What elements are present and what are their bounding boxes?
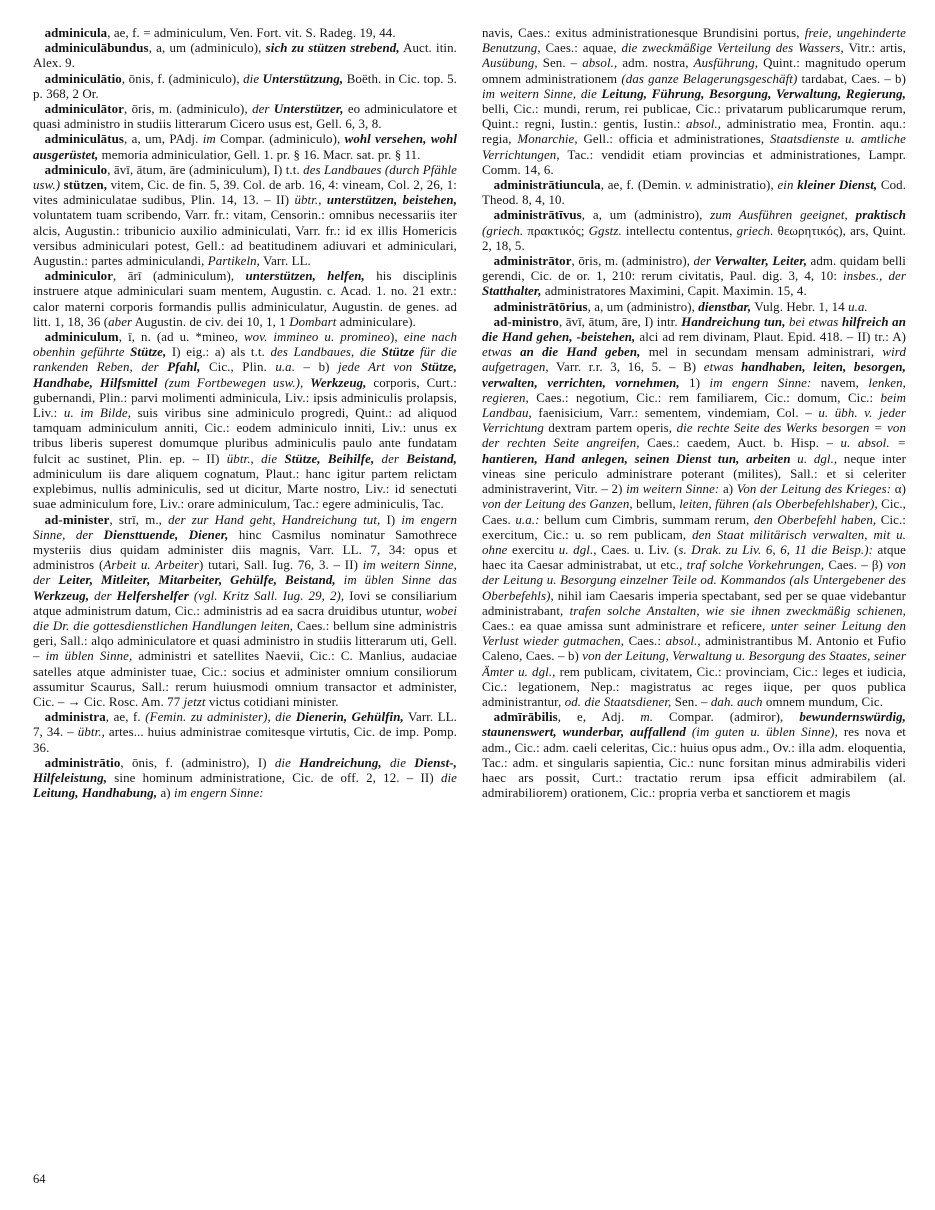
text-run: sine hominum administratione, Cic. de off. 2, 12. – II) <box>107 770 441 785</box>
text-run: eine nach obenhin geführte <box>33 330 457 360</box>
text-run: , ōris, m. (administro), <box>571 254 694 269</box>
text-run: administrātīvus <box>493 208 582 223</box>
text-run: administratio), <box>693 178 778 193</box>
text-run: Monarchie, <box>517 132 578 147</box>
text-run: im üblen Sinne das <box>335 573 457 588</box>
text-run: im üblen Sinne, <box>45 649 133 664</box>
dictionary-entry <box>482 300 906 315</box>
dictionary-entry <box>482 315 906 710</box>
dictionary-entry <box>33 72 457 102</box>
text-run: victus cotidiani minister. <box>205 694 339 709</box>
text-run: , ae, f. <box>105 710 146 725</box>
text-run: Ausübung, <box>482 56 538 71</box>
text-run: Sen. – <box>671 694 711 709</box>
text-run: absol., <box>582 56 618 71</box>
text-run: bellum cum Cimbris, summam rerum, <box>539 512 754 527</box>
text-run: von der Leitung u. Besorgung einzelner Teile od. Kommandos (als Untergebener des Oberbefehls), <box>482 558 906 603</box>
text-run: hantieren, Hand anlegen, seinen Dienst tun, arbeiten <box>482 451 791 466</box>
text-run: nihil iam Caesaris imperia spectabant, sed per se quae videbantur administrabant, <box>482 588 906 618</box>
text-run: od. die Staatsdiener, <box>564 694 672 709</box>
text-run: (vgl. Kritz Sall. Iug. 29, 2), <box>188 588 345 603</box>
text-run: beim Landbau, <box>482 390 906 421</box>
text-run: , ārī (adminiculum), <box>113 269 246 284</box>
text-run: bellum, <box>632 497 680 512</box>
text-run: Werkzeug, <box>33 588 90 603</box>
text-run: adminiculare). <box>336 314 416 329</box>
text-run: α) <box>891 482 906 497</box>
text-run: Caes.: caedem, Auct. b. Hisp. – <box>639 436 841 451</box>
text-run: Cic., Caes. <box>482 497 906 527</box>
text-run: , ōnis, f. (administro), I) <box>120 755 275 770</box>
text-run: den Staat militärisch verwalten, mit u. ohne <box>482 527 906 557</box>
text-run: I) eig.: a) als t.t. <box>166 345 271 360</box>
text-run: Caes.: <box>624 634 666 649</box>
text-run: dextram partem operis, <box>543 421 677 436</box>
dictionary-entry <box>33 163 457 269</box>
text-run: administrātio <box>44 755 121 770</box>
text-run: leiten, führen (als Oberbefehlshaber), <box>679 497 878 512</box>
text-run: griech. <box>736 223 774 238</box>
text-run: sich zu stützen strebend, <box>265 41 400 56</box>
text-run: Staatsdienste u. amtliche Verrichtungen, <box>482 132 906 162</box>
text-run: Caes.: ea quae amissa sunt administrare et reficere, <box>482 618 771 633</box>
text-run: a) <box>719 482 737 497</box>
text-run: unterstützen, beistehen, <box>326 193 457 208</box>
dictionary-entry <box>33 710 457 756</box>
text-run: Cic.: exercitum, Cic.: u. so rem publicam, <box>482 512 906 542</box>
text-run: Arbeit u. Arbeiter <box>103 558 199 573</box>
dictionary-entry <box>33 132 457 162</box>
text-run: Dombart <box>289 314 337 329</box>
text-run: im engern Sinne, der <box>33 512 457 542</box>
text-run: u. dgl., <box>558 542 597 557</box>
text-run: administrātiuncula <box>493 178 601 193</box>
text-run: Caes. – β) <box>824 558 888 573</box>
text-run: rem publicam, civitatem, Cic.: provinciam, Cic.: leges et iudicia, Cic.: legationem, Nep.: magistratus ac reges iique, per quos publica administrantur, <box>482 664 906 709</box>
text-run: , ōnis, f. (adminiculo), <box>121 71 244 86</box>
text-run: die rechte Seite des Werks besorgen = von der rechten Seite angreifen, <box>482 421 906 451</box>
text-run: Dienerin, Gehülfin, <box>295 710 404 725</box>
text-run: u. im Bilde, <box>63 406 132 421</box>
text-run: Ggstz. <box>588 223 622 238</box>
text-run: Caes.: negotium, Cic.: rem familiarem, Cic.: domum, Cic.: <box>528 390 881 405</box>
text-run: , a, um (adminiculo), <box>148 41 266 56</box>
text-run: , ae, f. (Demin. <box>600 178 685 193</box>
text-run: administrātor <box>493 254 572 269</box>
text-run: res nova et adm., Cic.: adm. caeli celeritas, Cic.: huius opus adm., Ov.: illa adm. eloquentia, Tac.: adm. et singularis sapientia, Cic.: nunc forsitan minus admirabilis videri haec ars possit, Curt.: tractatio rerum ipsa efficit admirabilem (al. admirabiliorem) orationem, Cic.: propria verba et sanctiorem et magis <box>482 725 906 801</box>
text-run: Handreichung, <box>299 755 382 770</box>
text-run: Leitung, Führung, Besorgung, Verwaltung, Regierung, <box>601 86 906 101</box>
text-run: faenisicium, Varr.: sementem, vindemiam, Col. – <box>531 406 819 421</box>
text-run: Helfershelfer <box>116 588 189 603</box>
text-run: , ae, f. = adminiculum, Ven. Fort. vit. S. Radeg. 19, 44. <box>107 26 396 40</box>
text-run: Statthalter, <box>482 284 542 299</box>
text-run: 1) <box>679 375 710 390</box>
text-run: (zum Fortbewegen usw.), <box>157 375 311 390</box>
page-number: 64 <box>33 1172 46 1186</box>
text-run: jetzt <box>183 694 206 709</box>
text-run: Leiter, Mitleiter, Mitarbeiter, Gehülfe, Beistand, <box>58 573 336 588</box>
text-run: hinc Casmilus nominatur Samothrece mysteriis dius quidam administer diis magnis, Varr. LL. 7, 34: opus et administros ( <box>33 527 457 573</box>
text-run: , ōris, m. (adminiculo), <box>123 102 253 117</box>
text-run: Werkzeug, <box>310 375 367 390</box>
text-run: kleiner Dienst, <box>797 178 878 193</box>
text-run: adm. nostra, <box>617 56 694 71</box>
text-run: πρακτικός; <box>523 223 589 238</box>
text-run: , a, um (administro), <box>587 299 699 314</box>
text-run: exercitu <box>507 542 559 557</box>
text-run: Tac.: vendidit etiam provincias et administrationes, Lampr. Comm. 14, 6. <box>482 147 906 177</box>
text-run: unterstützen, helfen, <box>245 269 365 284</box>
dictionary-entry <box>33 41 457 71</box>
text-run: der <box>693 254 715 269</box>
text-run: omnem mundum, Cic. <box>762 694 884 709</box>
text-run: Dienst-, Hilfeleistung, <box>33 755 457 785</box>
text-run: , āvī, ātum, āre (adminiculum), I) t.t. <box>107 162 304 177</box>
text-run: adminiculātio <box>44 71 122 86</box>
text-run: im weitern Sinne: <box>626 482 720 497</box>
text-run: v. <box>684 178 694 193</box>
text-run: den Oberbefehl haben, <box>753 512 877 527</box>
text-run: praktisch <box>855 208 906 223</box>
text-run: ) tutari, Sall. Iug. 76, 3. – II) <box>198 558 363 573</box>
text-run: im engern Sinne: <box>709 375 812 390</box>
text-run: I) <box>380 512 402 527</box>
text-run: dienstbar, <box>698 299 752 314</box>
text-run: die <box>381 755 415 770</box>
text-run: Pfahl, <box>167 360 201 375</box>
text-run: Verwalter, Leiter, <box>714 254 808 269</box>
text-run: adminiculābundus <box>44 41 149 56</box>
text-run: Beistand, <box>406 451 457 466</box>
text-run: administrantibus M. Antonio et Fufio Caleno, Caes. – b) <box>482 634 906 664</box>
dictionary-entry <box>482 710 906 801</box>
text-run: – b) <box>295 360 339 375</box>
text-run: adminiculor <box>44 269 114 284</box>
text-run: belli, Cic.: mundi, rerum, rei publicae, Cic.: privatarum publicarumque rerum, Quint.: regni, Iustin.: gentis, Iustin.: <box>482 102 906 132</box>
text-run: memoria adminiculatior, Gell. 1. pr. § 16. Macr. sat. pr. § 11. <box>98 147 421 162</box>
text-run: Gell.: officia et administrationes, <box>577 132 771 147</box>
text-run: Varr. r.r. 3, 16, 5. – B) <box>548 360 704 375</box>
text-run: Leitung, Handhabung, <box>33 786 158 801</box>
text-run: Cod. Theod. 8, 4, 10. <box>482 178 906 208</box>
text-run: der <box>252 102 274 117</box>
text-run: Partikeln, <box>207 254 260 269</box>
text-run: voluntatem tuam scribendo, Varr. fr.: vitam, Censorin.: omnibus necessariis iter alcis, Augustin.: tribunicio auxilio adminiculati, Varr. fr.: id ex illis Homericis versibus adminiculari potest, Gell.: ad beatitudinem adiuvari et adminiculari, Augustin.: partes adminiculandi, <box>33 208 457 269</box>
text-run: , e, Adj. <box>557 710 641 725</box>
text-run: u. absol. = <box>840 436 906 451</box>
text-run: unter seiner Leitung den Verlust wieder gutmachen, <box>482 618 906 649</box>
text-run: adminiculum <box>44 330 119 345</box>
text-run: Von der Leitung des Krieges: <box>736 482 892 497</box>
text-run: die <box>243 71 263 86</box>
text-run: im weitern Sinne, die <box>482 86 602 101</box>
text-run: Caes. u. Liv. ( <box>596 542 679 557</box>
text-run: administri et satellites Naevii, Cic.: C. Manlius, audaciae satelles atque administer tuae, Cic.: socius et administer omnium consiliorum assumitur Scaurus, Sall.: rerum huiusmodi omnium transactor et administer, Cic. – → Cic. Rosc. Am. 77 <box>33 649 457 709</box>
text-run: vitem, Cic. de fin. 5, 39. Col. de arb. 16, 4: vineam, Col. 2, 26, 1: vites adminiculatae sudibus, Plin. 14, 13. – II) <box>33 178 457 208</box>
text-run: (griech. <box>482 223 524 238</box>
text-run: wov. immineo u. promineo <box>243 330 391 345</box>
text-run: administrātōrius <box>493 299 588 314</box>
text-run: Boëth. in Cic. top. 5. p. 368, 2 Or. <box>33 71 457 101</box>
text-run: des Landbaues (durch Pfähle usw.) <box>33 162 457 193</box>
text-run: der zur Hand geht, Handreichung tut, <box>168 512 381 527</box>
text-run: Caes.: bellum sine administris geri, Sall.: alqo adminiculatore et quasi administro in studiis litterarum uti, Gell. – <box>33 618 457 664</box>
text-run: Varr. LL. <box>260 254 311 269</box>
text-run: wird aufgetragen, <box>482 345 906 375</box>
text-run: , āvī, ātum, āre, I) intr. <box>558 314 682 329</box>
text-run: im <box>202 132 216 147</box>
text-run: a) <box>157 786 175 801</box>
text-run: Vitr.: artis, <box>843 41 906 56</box>
text-columns <box>33 26 906 1166</box>
text-run: übtr., die <box>226 451 285 466</box>
entry-continuation <box>482 26 906 178</box>
text-run: bei etwas <box>785 314 842 329</box>
text-run: (im guten u. üblen Sinne), <box>685 725 838 740</box>
text-run: alci ad rem divinam, Plaut. Epid. 418. – II) tr.: A) <box>635 330 906 345</box>
text-run: Stütze, Beihilfe, <box>284 451 375 466</box>
text-run: stützen, <box>63 178 108 193</box>
text-run: adminiculātus <box>44 132 124 147</box>
text-run: dah. auch <box>710 694 763 709</box>
text-run: u.a. <box>275 360 296 375</box>
text-run: , ī, n. (ad u. *mineo, <box>118 330 244 345</box>
text-run: adminicula <box>44 26 108 40</box>
text-run: die <box>440 770 457 785</box>
text-run: übtr., <box>294 193 327 208</box>
dictionary-entry <box>33 269 457 330</box>
text-run: u. übh. v. jeder Verrichtung <box>482 406 906 436</box>
text-run: , strī, m., <box>109 512 169 527</box>
text-run: u.a. <box>848 299 868 314</box>
dictionary-entry <box>33 756 457 802</box>
text-run: wohl versehen, wohl ausgerüstet, <box>33 132 457 162</box>
text-run: Unterstützung, <box>262 71 344 86</box>
text-run: tardabat, Caes. – b) <box>797 71 906 86</box>
text-run: im engern Sinne: <box>174 786 264 801</box>
text-run: von der Leitung, Verwaltung u. Besorgung des Staates, seiner Ämter u. dgl., <box>482 649 906 679</box>
text-run: der <box>89 588 117 603</box>
text-run: Caes.: aquae, <box>540 41 622 56</box>
text-run: administra <box>44 710 106 725</box>
text-run: aber <box>108 314 133 329</box>
text-run: u. dgl., <box>790 451 838 466</box>
text-run: m. <box>640 710 654 725</box>
text-run: traf solche Vorkehrungen, <box>686 558 825 573</box>
text-run: des Landbaues, die <box>270 345 382 360</box>
text-run: adminiculo <box>44 162 108 177</box>
text-run: (das ganze Belagerungsgeschäft) <box>621 71 798 86</box>
text-run: die <box>274 755 300 770</box>
text-run: adm. quidam belli gerendi, Cic. de or. 1, 210: rerum civitatis, Paul. dig. 3, 4, 10: <box>482 254 906 284</box>
text-run: Handreichung tun, <box>681 314 786 329</box>
text-run: etwas <box>703 360 742 375</box>
text-run: Stütze <box>381 345 415 360</box>
text-run: hilfreich an die Hand gehen, -beistehen, <box>482 314 906 345</box>
text-run: neque inter vineas sine periculo administrare poterant (milites), Sall.: et si celeriter administraverint, Vitr. – 2) <box>482 451 906 497</box>
text-run: adminiculum iis dare aliquem cognatum, Plaut.: hanc igitur partem relictam explebimus, nullis adminiculis, sed ut dicitur, Marte nostro, Liv.: id senectuti suae adminiculum fore, Liv.: orare adminiculum, Tac.: egere adminiculis, Tac. <box>33 466 457 512</box>
text-run: Ausführung, <box>693 56 759 71</box>
text-run: navem, <box>811 375 869 390</box>
text-run: bewundernswürdig, staunenswert, wunderbar, auffallend <box>482 710 906 740</box>
text-run: u.a.: <box>515 512 540 527</box>
text-run: Sen. – <box>537 56 583 71</box>
text-run: lenken, regieren, <box>482 375 906 405</box>
dictionary-entry <box>33 513 457 711</box>
dictionary-entry <box>33 102 457 132</box>
text-run: (Femin. zu administer), die <box>145 710 296 725</box>
text-run: , a, um (administro), <box>581 208 711 223</box>
text-run: im weitern Sinne, der <box>33 558 457 588</box>
text-run: artes... huius administrae comitesque virtutis, Cic. de imp. Pomp. 36. <box>33 725 457 755</box>
text-run: die zweckmäßige Verteilung des Wassers, <box>621 41 844 56</box>
dictionary-entry <box>33 330 457 512</box>
text-run: ), <box>390 330 404 345</box>
text-run: absol., <box>686 117 722 132</box>
text-run: freie, ungehinderte Benutzung, <box>482 26 906 56</box>
text-run: admīrābilis <box>493 710 558 725</box>
text-run: s. Drak. zu Liv. 6, 6, 11 die Beisp.): <box>678 542 874 557</box>
text-run: an die Hand geben, <box>520 345 641 360</box>
text-run: Stütze, <box>130 345 167 360</box>
text-run: Augustin. de civ. dei 10, 1, 1 <box>132 314 290 329</box>
dictionary-entry <box>33 26 457 41</box>
text-run: corporis, Curt.: gubernandi, Plin.: parvi molimenti adminicula, Liv.: ipsis adminiculis prolapsis, Liv.: <box>33 375 457 421</box>
text-run: ad-ministro <box>493 314 559 329</box>
text-run: , a, um, PAdj. <box>124 132 203 147</box>
left-column <box>33 26 457 1166</box>
text-run: his disciplinis instruere atque adminiculari suam mentem, Augustin. c. Acad. 1. no. 21 extr.: calor materni corporis formandis pullis adminiculatur, Augustin. de genes. ad litt. 1, 18, 36 ( <box>33 269 457 329</box>
text-run: der <box>374 451 407 466</box>
text-run: insbes., der <box>843 269 906 284</box>
text-run: ein <box>777 178 798 193</box>
text-run: Iovi se consiliarium atque administrum datum, Cic.: administris ad ea sacra druidibus utuntur, <box>33 588 457 618</box>
text-run: Vulg. Hebr. 1, 14 <box>751 299 849 314</box>
text-run: übtr., <box>77 725 105 740</box>
text-run: absol., <box>665 634 701 649</box>
dictionary-entry <box>482 208 906 254</box>
dictionary-entry <box>482 254 906 300</box>
text-run: handhaben, leiten, besorgen, verwalten, verrichten, vornehmen, <box>482 360 906 390</box>
text-run: ad-minister <box>44 512 110 527</box>
text-run: adminiculātor <box>44 102 124 117</box>
text-run: wobei die Dr. die gottesdienstlichen Handlungen leiten, <box>33 603 457 633</box>
text-run: mel in secundam mensam administrari, <box>640 345 883 360</box>
text-run: Varr. LL. 7, 34. – <box>33 710 457 740</box>
text-run: navis, Caes.: exitus administrationesque Brundisini portus, <box>482 26 805 40</box>
text-run: etwas <box>482 345 521 360</box>
text-run: θεωρητικός), ars, Quint. 2, 18, 5. <box>482 223 906 253</box>
text-run: von der Leitung des Ganzen, <box>482 497 633 512</box>
text-run: atque haec ita Caesar administrabat, ut etc., <box>482 542 906 573</box>
dictionary-entry <box>482 178 906 208</box>
text-run: für die rankenden Reben, der <box>33 345 457 375</box>
text-run: Stütze, Handhabe, Hilfsmittel <box>33 360 457 390</box>
text-run: Compar. (admiror), <box>653 710 800 725</box>
right-column <box>482 26 906 1166</box>
text-run: Auct. itin. Alex. 9. <box>33 41 457 71</box>
text-run: administratores Maximini, Capit. Maximin. 15, 4. <box>541 284 807 299</box>
text-run: intellectu contentus, <box>621 223 737 238</box>
text-run: Cic., Plin. <box>200 360 276 375</box>
text-run: Diensttuende, Diener, <box>103 527 229 542</box>
text-run: suis viribus sine adminiculo progredi, Quint.: ad aliquod tamquam adminiculum anniti, Cic.: eodem adminiculo inniti, Liv.: unus ex tribus liberis superest domumque pluribus adminiculis paulo ante fundatam fulcit ac sustinet, Plin. ep. – II) <box>33 406 457 466</box>
text-run: jede Art von <box>338 360 421 375</box>
text-run: eo adminiculatore et quasi administro in studiis litterarum Cicero usus est, Gell. 6, 3, 8. <box>33 102 457 132</box>
text-run: administratio mea, Frontin. aqu.: regia, <box>482 117 906 147</box>
text-run: Unterstützer, <box>273 102 344 117</box>
text-run: zum Ausführen geeignet, <box>710 208 856 223</box>
text-run: Compar. (adminiculo), <box>215 132 345 147</box>
text-run: trafen solche Anstalten, wie sie ihnen zweckmäßig schienen, <box>569 603 906 618</box>
text-run: Quint.: magnitudo operum omnem administrationem <box>482 56 906 86</box>
